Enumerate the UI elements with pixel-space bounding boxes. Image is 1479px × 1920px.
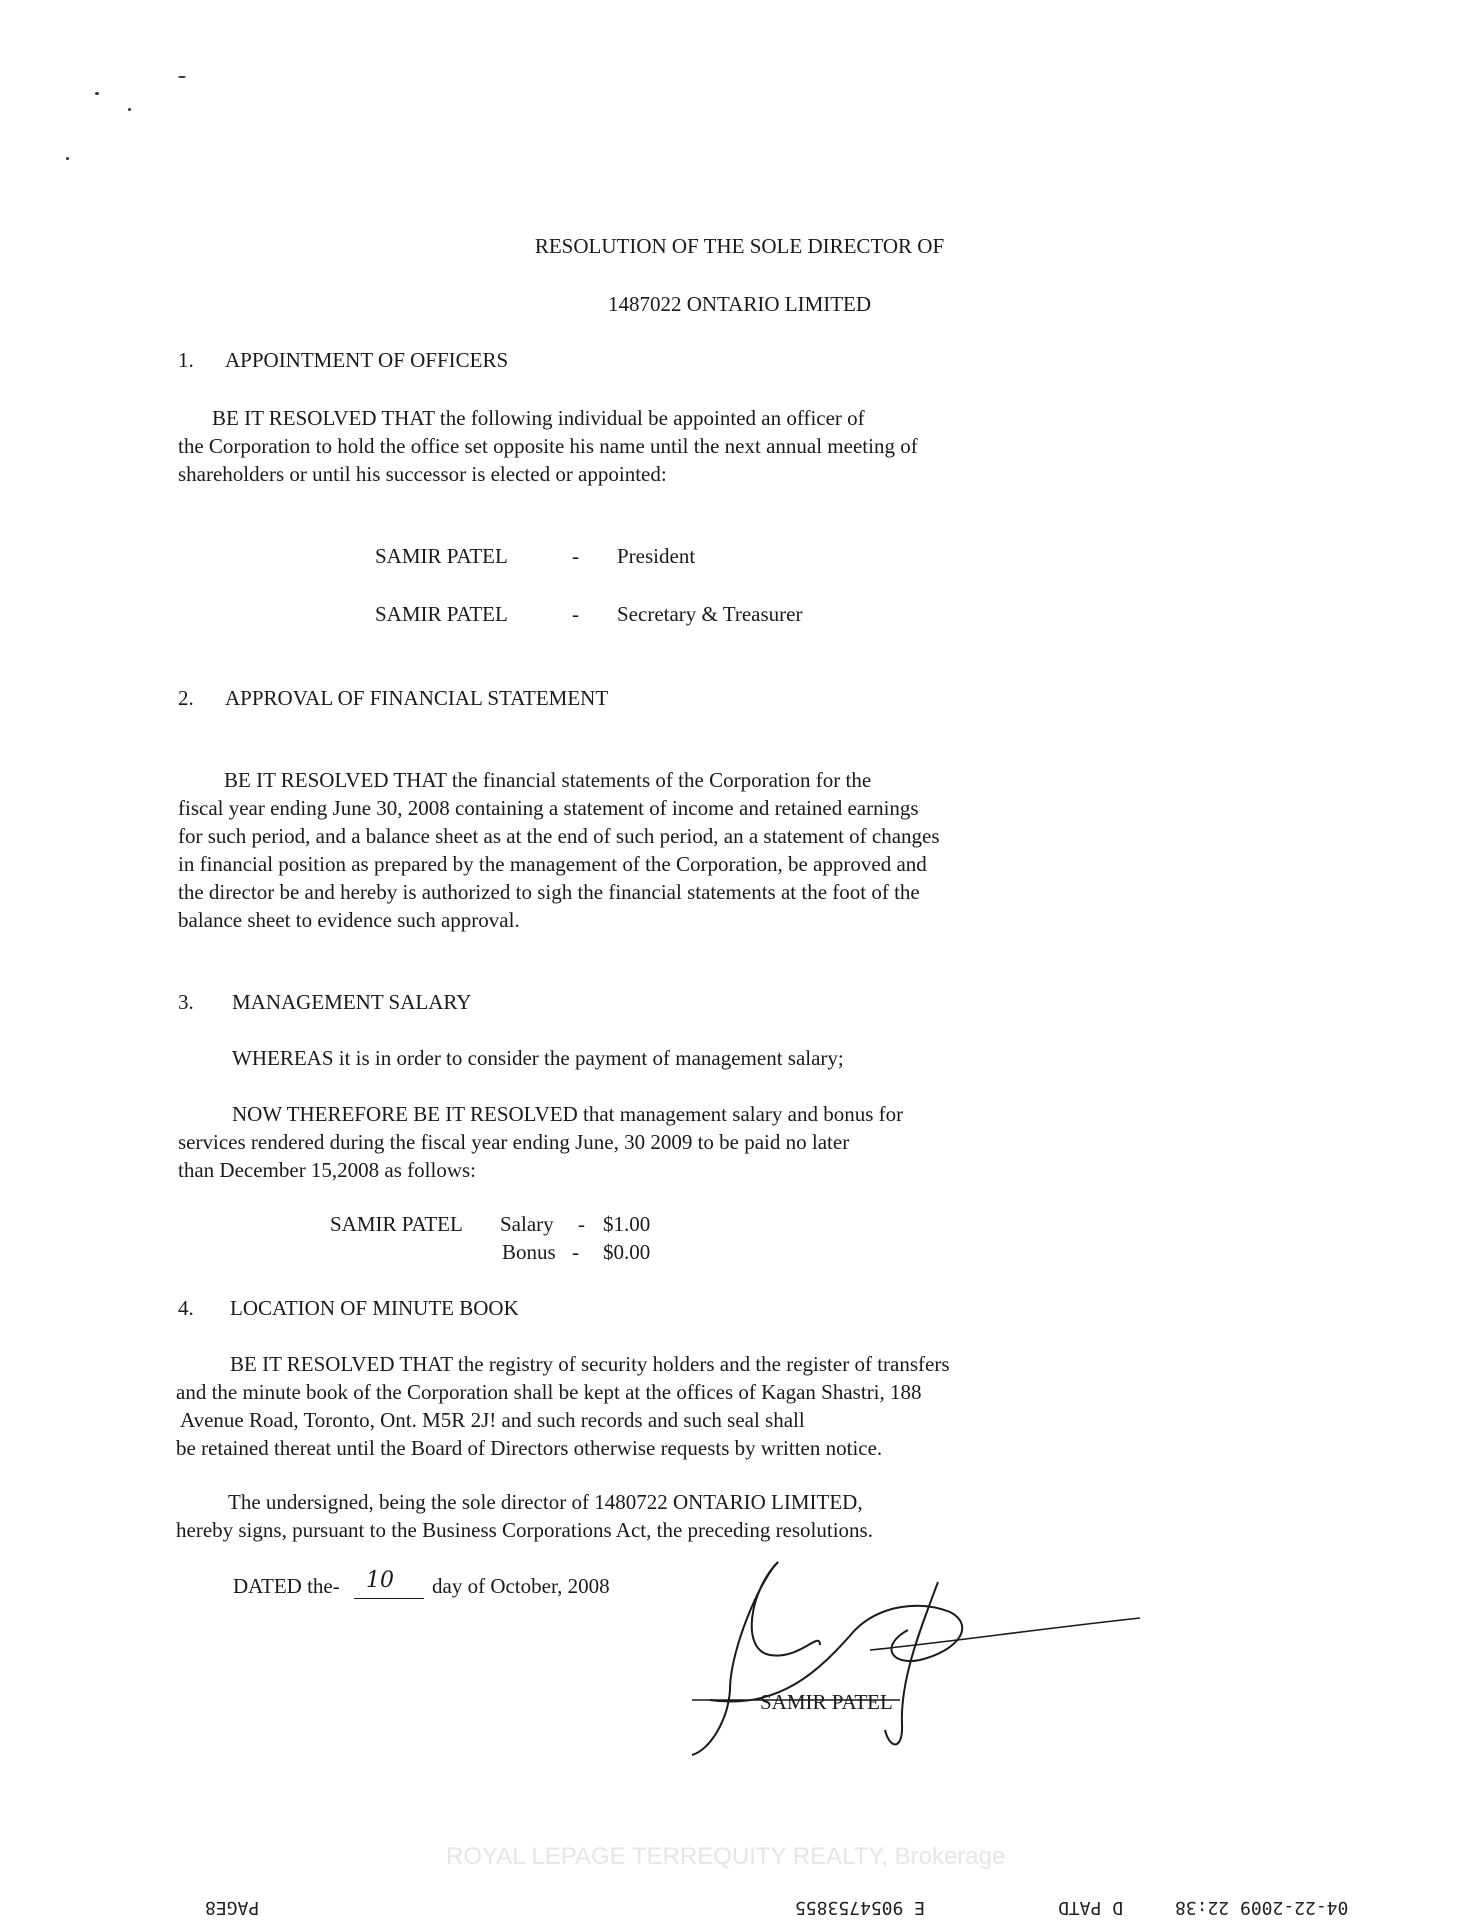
section-2-paragraph: [178, 766, 940, 934]
fax-page-label: PAGE8: [205, 1897, 260, 1918]
salary-dash: -: [578, 1212, 585, 1236]
whereas-clause: WHEREAS it is in order to consider the payment of management salary;: [232, 1046, 844, 1070]
dated-suffix: day of October, 2008: [432, 1574, 610, 1598]
dated-prefix: DATED the-: [233, 1574, 340, 1598]
paragraph-line: services rendered during the fiscal year ending June, 30 2009 to be paid no later: [178, 1130, 850, 1154]
paragraph-line: BE IT RESOLVED THAT the following individual be appointed an officer of: [212, 406, 865, 430]
section-2-number: 2.: [178, 686, 194, 710]
signature-printed-name: SAMIR PATEL: [760, 1690, 893, 1714]
paragraph-line: hereby signs, pursuant to the Business Corporations Act, the preceding resolutions.: [176, 1518, 873, 1542]
officer-name: SAMIR PATEL: [375, 544, 508, 568]
scan-speck: [66, 157, 69, 160]
paragraph-line: balance sheet to evidence such approval.: [178, 908, 520, 932]
fax-number: E 9054753855: [795, 1897, 926, 1918]
paragraph-line: BE IT RESOLVED THAT the financial statements of the Corporation for the: [224, 768, 872, 792]
officer-dash: -: [572, 544, 579, 568]
broker-watermark: ROYAL LEPAGE TERREQUITY REALTY, Brokerage: [446, 1843, 1006, 1870]
document-title: RESOLUTION OF THE SOLE DIRECTOR OF: [534, 234, 945, 258]
compensation-name: SAMIR PATEL: [330, 1212, 463, 1236]
section-4-paragraph: [176, 1350, 950, 1462]
paragraph-line: Avenue Road, Toronto, Ont. M5R 2J! and such records and such seal shall: [180, 1408, 805, 1432]
section-2-heading: APPROVAL OF FINANCIAL STATEMENT: [225, 686, 609, 710]
bonus-dash: -: [572, 1240, 579, 1264]
dated-day-handwritten: 10: [366, 1568, 394, 1593]
paragraph-line: be retained thereat until the Board of Directors otherwise requests by written notice.: [176, 1436, 883, 1460]
section-4-heading: LOCATION OF MINUTE BOOK: [230, 1296, 519, 1320]
closing-statement: [176, 1488, 873, 1544]
section-1-heading: APPOINTMENT OF OFFICERS: [225, 348, 509, 372]
scan-speck: [178, 76, 186, 78]
officer-name: SAMIR PATEL: [375, 602, 508, 626]
paragraph-line: NOW THEREFORE BE IT RESOLVED that management salary and bonus for: [232, 1102, 904, 1126]
salary-label: Salary: [500, 1212, 554, 1236]
officer-office: Secretary & Treasurer: [617, 602, 803, 626]
paragraph-line: than December 15,2008 as follows:: [178, 1158, 477, 1182]
company-name: 1487022 ONTARIO LIMITED: [607, 292, 872, 316]
section-3-number: 3.: [178, 990, 194, 1014]
paragraph-line: in financial position as prepared by the management of the Corporation, be approved and: [178, 852, 927, 876]
bonus-label: Bonus: [502, 1240, 556, 1264]
paragraph-line: the Corporation to hold the office set opposite his name until the next annual meeting of: [178, 434, 918, 458]
paragraph-line: BE IT RESOLVED THAT the registry of security holders and the register of transfers: [230, 1352, 950, 1376]
paragraph-line: for such period, and a balance sheet as at the end of such period, an a statement of changes: [178, 824, 940, 848]
salary-value: $1.00: [603, 1212, 651, 1236]
paragraph-line: and the minute book of the Corporation shall be kept at the offices of Kagan Shastri, 188: [176, 1380, 922, 1404]
scan-speck: [128, 108, 131, 111]
scan-speck: [95, 92, 99, 95]
fax-from: D PATD: [1058, 1897, 1124, 1918]
paragraph-line: the director be and hereby is authorized to sigh the financial statements at the foot of the: [178, 880, 920, 904]
paragraph-line: The undersigned, being the sole director of 1480722 ONTARIO LIMITED,: [228, 1490, 863, 1514]
paragraph-line: fiscal year ending June 30, 2008 containing a statement of income and retained earnings: [178, 796, 919, 820]
paragraph-line: shareholders or until his successor is elected or appointed:: [178, 462, 667, 486]
bonus-value: $0.00: [603, 1240, 651, 1264]
signature-scribble: [670, 1550, 1150, 1770]
dated-day-field: [354, 1566, 424, 1599]
section-4-number: 4.: [178, 1296, 194, 1320]
officer-office: President: [617, 544, 696, 568]
section-1-paragraph: [178, 404, 918, 488]
section-1-number: 1.: [178, 348, 194, 372]
fax-timestamp: 04-22-2009 22:38: [1175, 1897, 1349, 1918]
section-3-heading: MANAGEMENT SALARY: [232, 990, 472, 1014]
section-3-paragraph: [178, 1100, 903, 1184]
officer-dash: -: [572, 602, 579, 626]
